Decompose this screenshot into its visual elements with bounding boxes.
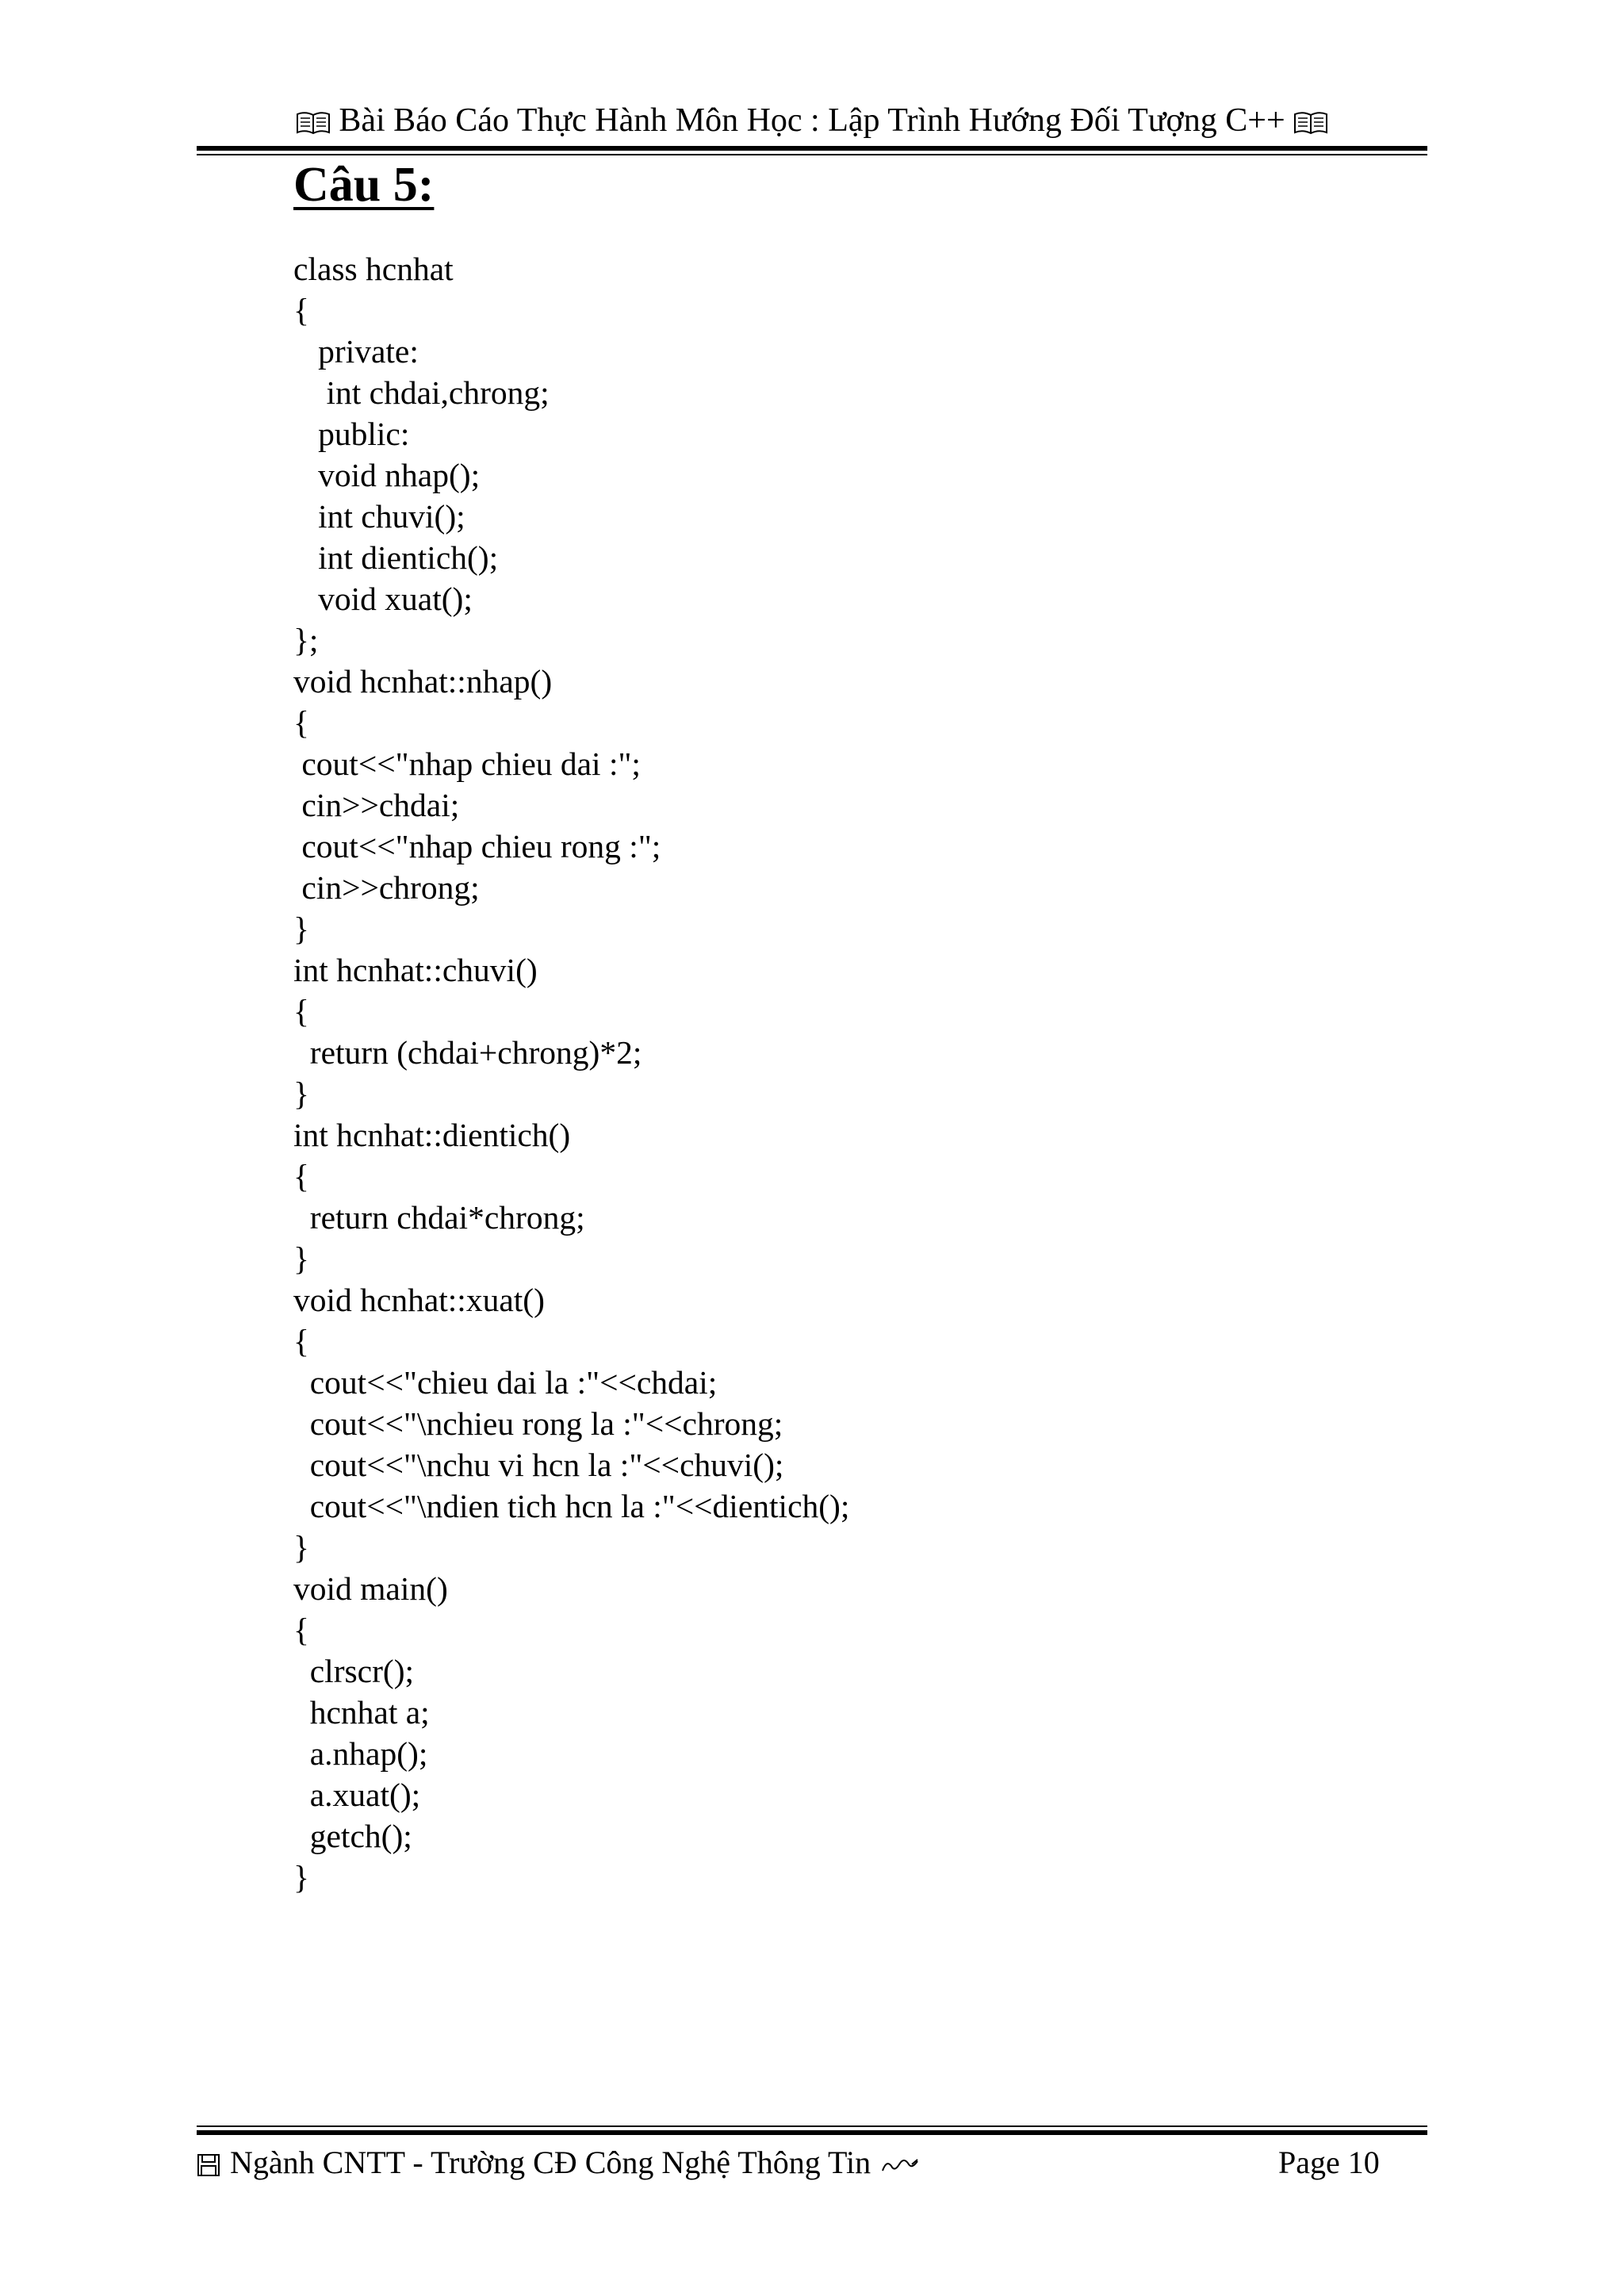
code-line: cout<<"nhap chieu dai :"; (293, 746, 641, 782)
header-title: Bài Báo Cáo Thực Hành Môn Học : Lập Trình Hướng Đối Tượng C++ (339, 102, 1285, 139)
code-line: a.nhap(); (293, 1735, 428, 1772)
section-heading: Câu 5: (293, 158, 435, 212)
footer-rule-thick (197, 2130, 1427, 2135)
code-line: } (293, 1075, 309, 1112)
code-line: int chuvi(); (293, 498, 465, 535)
code-line: } (293, 1529, 309, 1566)
code-line: return chdai*chrong; (293, 1199, 585, 1236)
open-book-icon (1293, 102, 1328, 140)
code-line: public: (293, 416, 410, 452)
footer-page-number (1278, 2138, 1380, 2186)
footer-left (197, 2138, 920, 2186)
code-line: } (293, 910, 309, 947)
code-line: return (chdai+chrong)*2; (293, 1034, 642, 1071)
code-line: int dientich(); (293, 539, 499, 576)
code-line: { (293, 1612, 309, 1648)
floppy-disk-icon (197, 2144, 220, 2181)
page-label: Page 10 (1278, 2144, 1380, 2180)
code-line: hcnhat a; (293, 1694, 430, 1731)
code-line: void main() (293, 1570, 448, 1607)
code-line: a.xuat(); (293, 1777, 421, 1813)
code-line: { (293, 292, 309, 328)
page-header (197, 97, 1427, 144)
code-line: { (293, 704, 309, 741)
code-line: }; (293, 622, 319, 658)
code-line: class hcnhat (293, 251, 454, 287)
code-line: cout<<"\ndien tich hcn la :"<<dientich(); (293, 1488, 850, 1524)
code-line: void hcnhat::xuat() (293, 1282, 545, 1318)
code-line: cout<<"\nchu vi hcn la :"<<chuvi(); (293, 1447, 784, 1483)
code-line: cout<<"nhap chieu rong :"; (293, 828, 661, 864)
code-line: int hcnhat::chuvi() (293, 952, 538, 988)
code-line: { (293, 993, 309, 1029)
code-line: private: (293, 333, 419, 370)
open-book-icon (296, 102, 331, 140)
code-listing (293, 248, 1404, 1914)
code-line: } (293, 1859, 309, 1895)
code-line: int hcnhat::dientich() (293, 1117, 571, 1153)
footer-institution: Ngành CNTT - Trường CĐ Công Nghệ Thông Tin (230, 2144, 871, 2180)
code-line: cout<<"\nchieu rong la :"<<chrong; (293, 1405, 783, 1442)
code-line: getch(); (293, 1818, 412, 1854)
code-line: } (293, 1240, 309, 1277)
code-line: cin>>chdai; (293, 787, 460, 823)
code-line: cout<<"chieu dai la :"<<chdai; (293, 1364, 718, 1401)
code-line: { (293, 1323, 309, 1359)
code-line: void xuat(); (293, 581, 473, 617)
code-line: clrscr(); (293, 1653, 415, 1689)
header-rule-thick (197, 146, 1427, 151)
code-line: cin>>chrong; (293, 869, 480, 906)
header-rule-thin (197, 154, 1427, 155)
code-line: void nhap(); (293, 457, 481, 493)
pen-flourish-icon (880, 2144, 920, 2181)
footer-rule-thin (197, 2125, 1427, 2127)
page-footer (197, 2138, 1427, 2186)
code-line: void hcnhat::nhap() (293, 663, 553, 700)
code-line: int chdai,chrong; (293, 374, 550, 411)
code-line: { (293, 1158, 309, 1194)
